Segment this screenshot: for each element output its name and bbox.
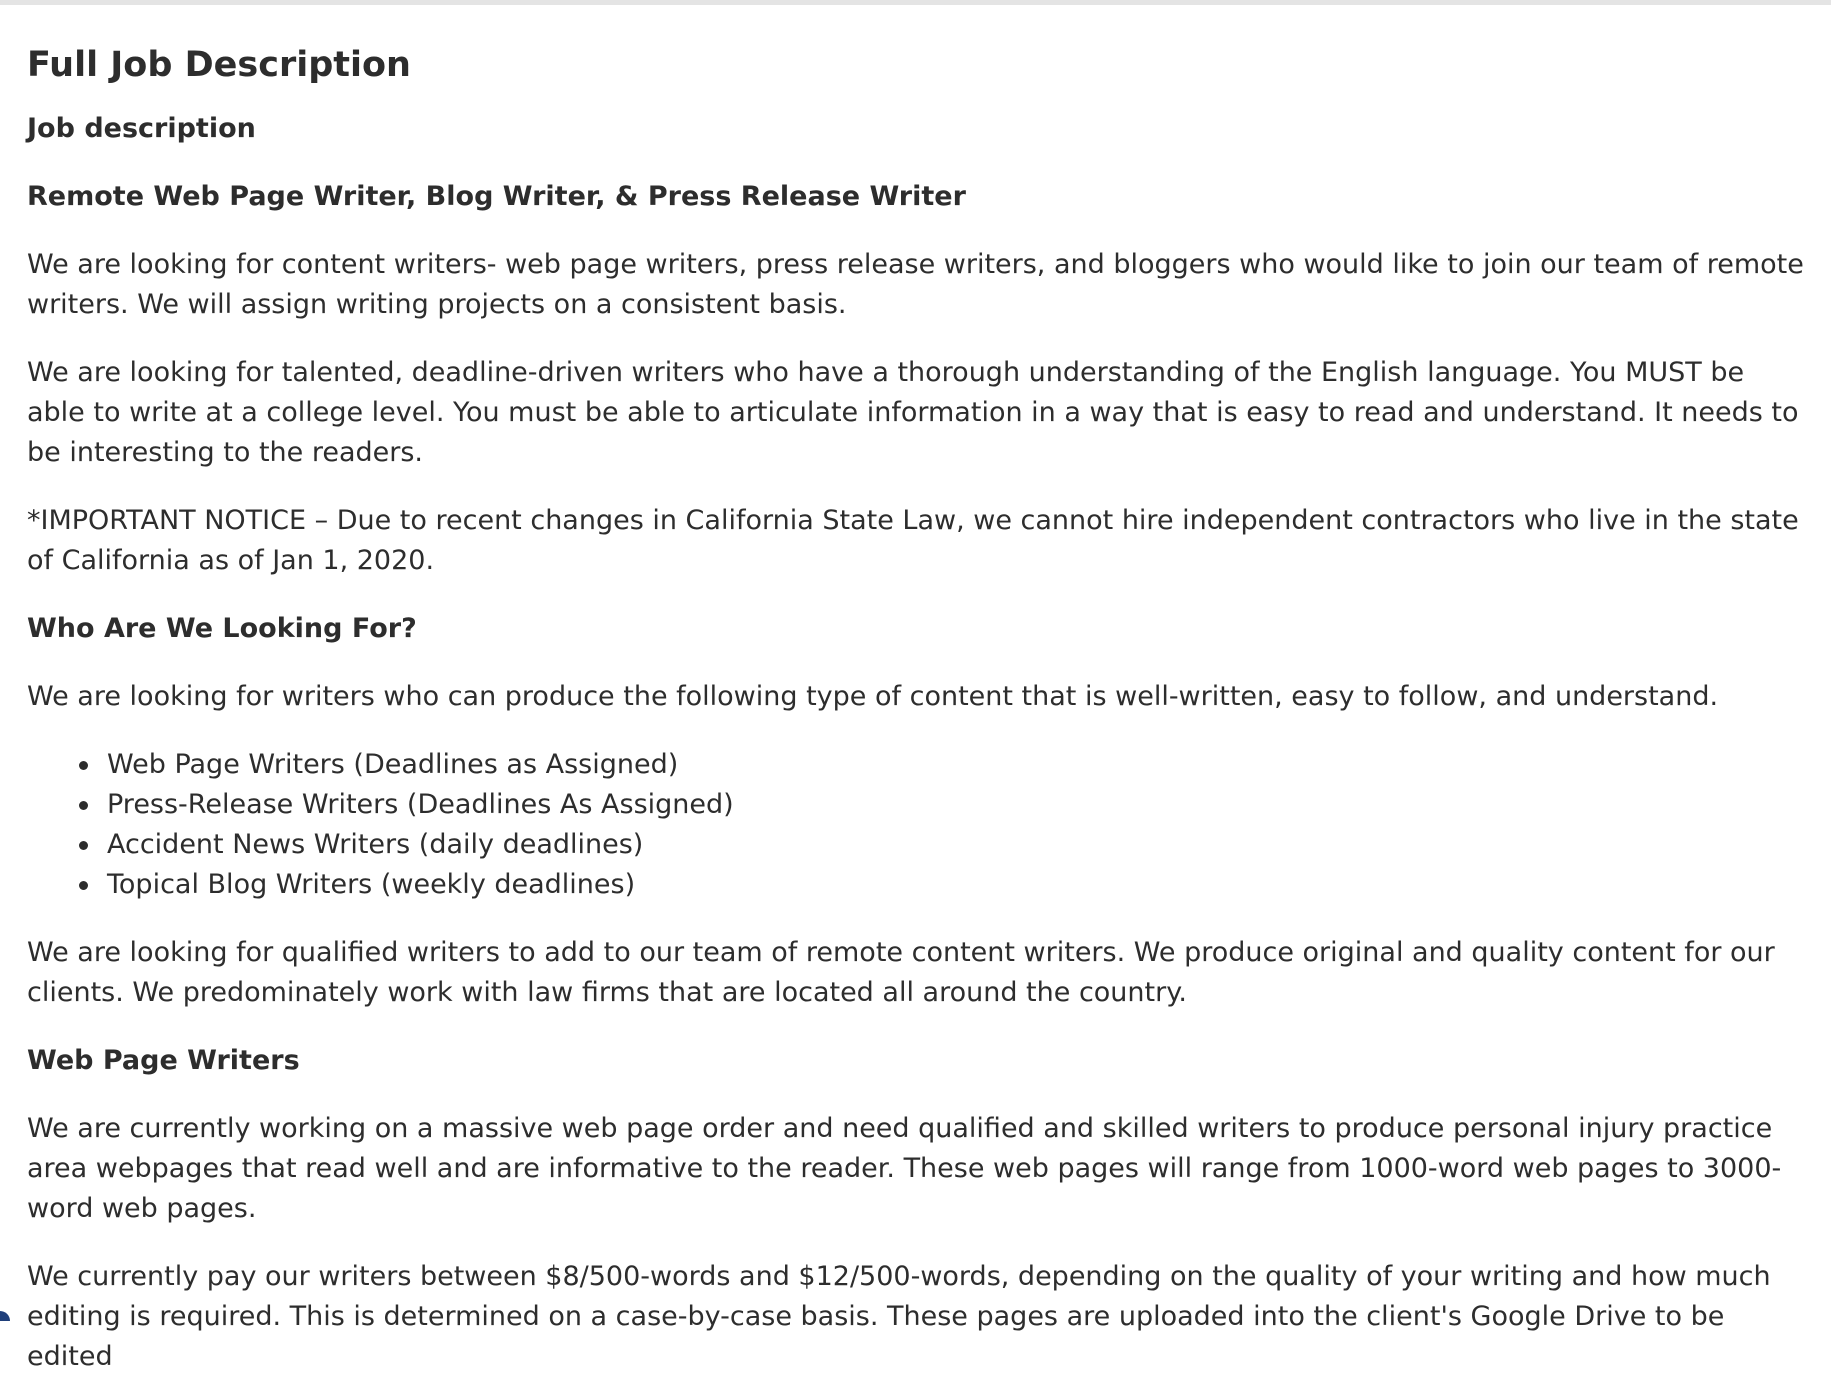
bullet-icon — [79, 881, 88, 890]
job-description-heading: Job description — [27, 113, 256, 144]
web-page-paragraph: We are currently working on a massive web page order and need qualified and skilled writers to produce personal injury practice area webpages that read well and are informative to the reader. These web pages will range from 1000-word web pages to 3000-word web pages. — [27, 1113, 1782, 1224]
who-heading: Who Are We Looking For? — [27, 613, 417, 644]
list-item — [79, 785, 1807, 825]
bullet-icon — [79, 761, 88, 770]
list-item-text: Web Page Writers (Deadlines as Assigned) — [107, 749, 679, 780]
intro-paragraph-2: We are looking for talented, deadline-driven writers who have a thorough understanding of the English language. You MUST be able to write at a college level. You must be able to articulate information in a way that is easy to read and understand. It needs to be interesting to the readers. — [27, 357, 1799, 468]
bullet-icon — [79, 841, 88, 850]
bullet-icon — [79, 801, 88, 810]
job-description-panel — [0, 5, 1831, 1372]
list-item-text: Topical Blog Writers (weekly deadlines) — [107, 869, 636, 900]
pay-paragraph: We currently pay our writers between $8/500-words and $12/500-words, depending on the quality of your writing and how much editing is required. This is determined on a case-by-case basis. These pages are uploaded into the client's Google Drive to be edited — [27, 1261, 1771, 1372]
qualified-paragraph: We are looking for qualified writers to add to our team of remote content writers. We produce original and quality content for our clients. We predominately work with law firms that are located all around the country. — [27, 937, 1775, 1008]
role-heading: Remote Web Page Writer, Blog Writer, & Press Release Writer — [27, 181, 966, 212]
intro-paragraph-1: We are looking for content writers- web page writers, press release writers, and bloggers who would like to join our team of remote writers. We will assign writing projects on a consistent basis. — [27, 249, 1804, 320]
important-notice: *IMPORTANT NOTICE – Due to recent changes in California State Law, we cannot hire independent contractors who live in the state of California as of Jan 1, 2020. — [27, 505, 1799, 576]
job-description-content — [27, 41, 1807, 1377]
writer-types-list — [27, 745, 1807, 905]
page-title: Full Job Description — [27, 45, 411, 85]
list-item — [79, 865, 1807, 905]
list-item — [79, 825, 1807, 865]
list-item-text: Accident News Writers (daily deadlines) — [107, 829, 644, 860]
web-page-writers-heading: Web Page Writers — [27, 1045, 300, 1076]
list-item-text: Press-Release Writers (Deadlines As Assigned) — [107, 789, 734, 820]
list-item — [79, 745, 1807, 785]
who-paragraph: We are looking for writers who can produce the following type of content that is well-written, easy to follow, and understand. — [27, 681, 1719, 712]
